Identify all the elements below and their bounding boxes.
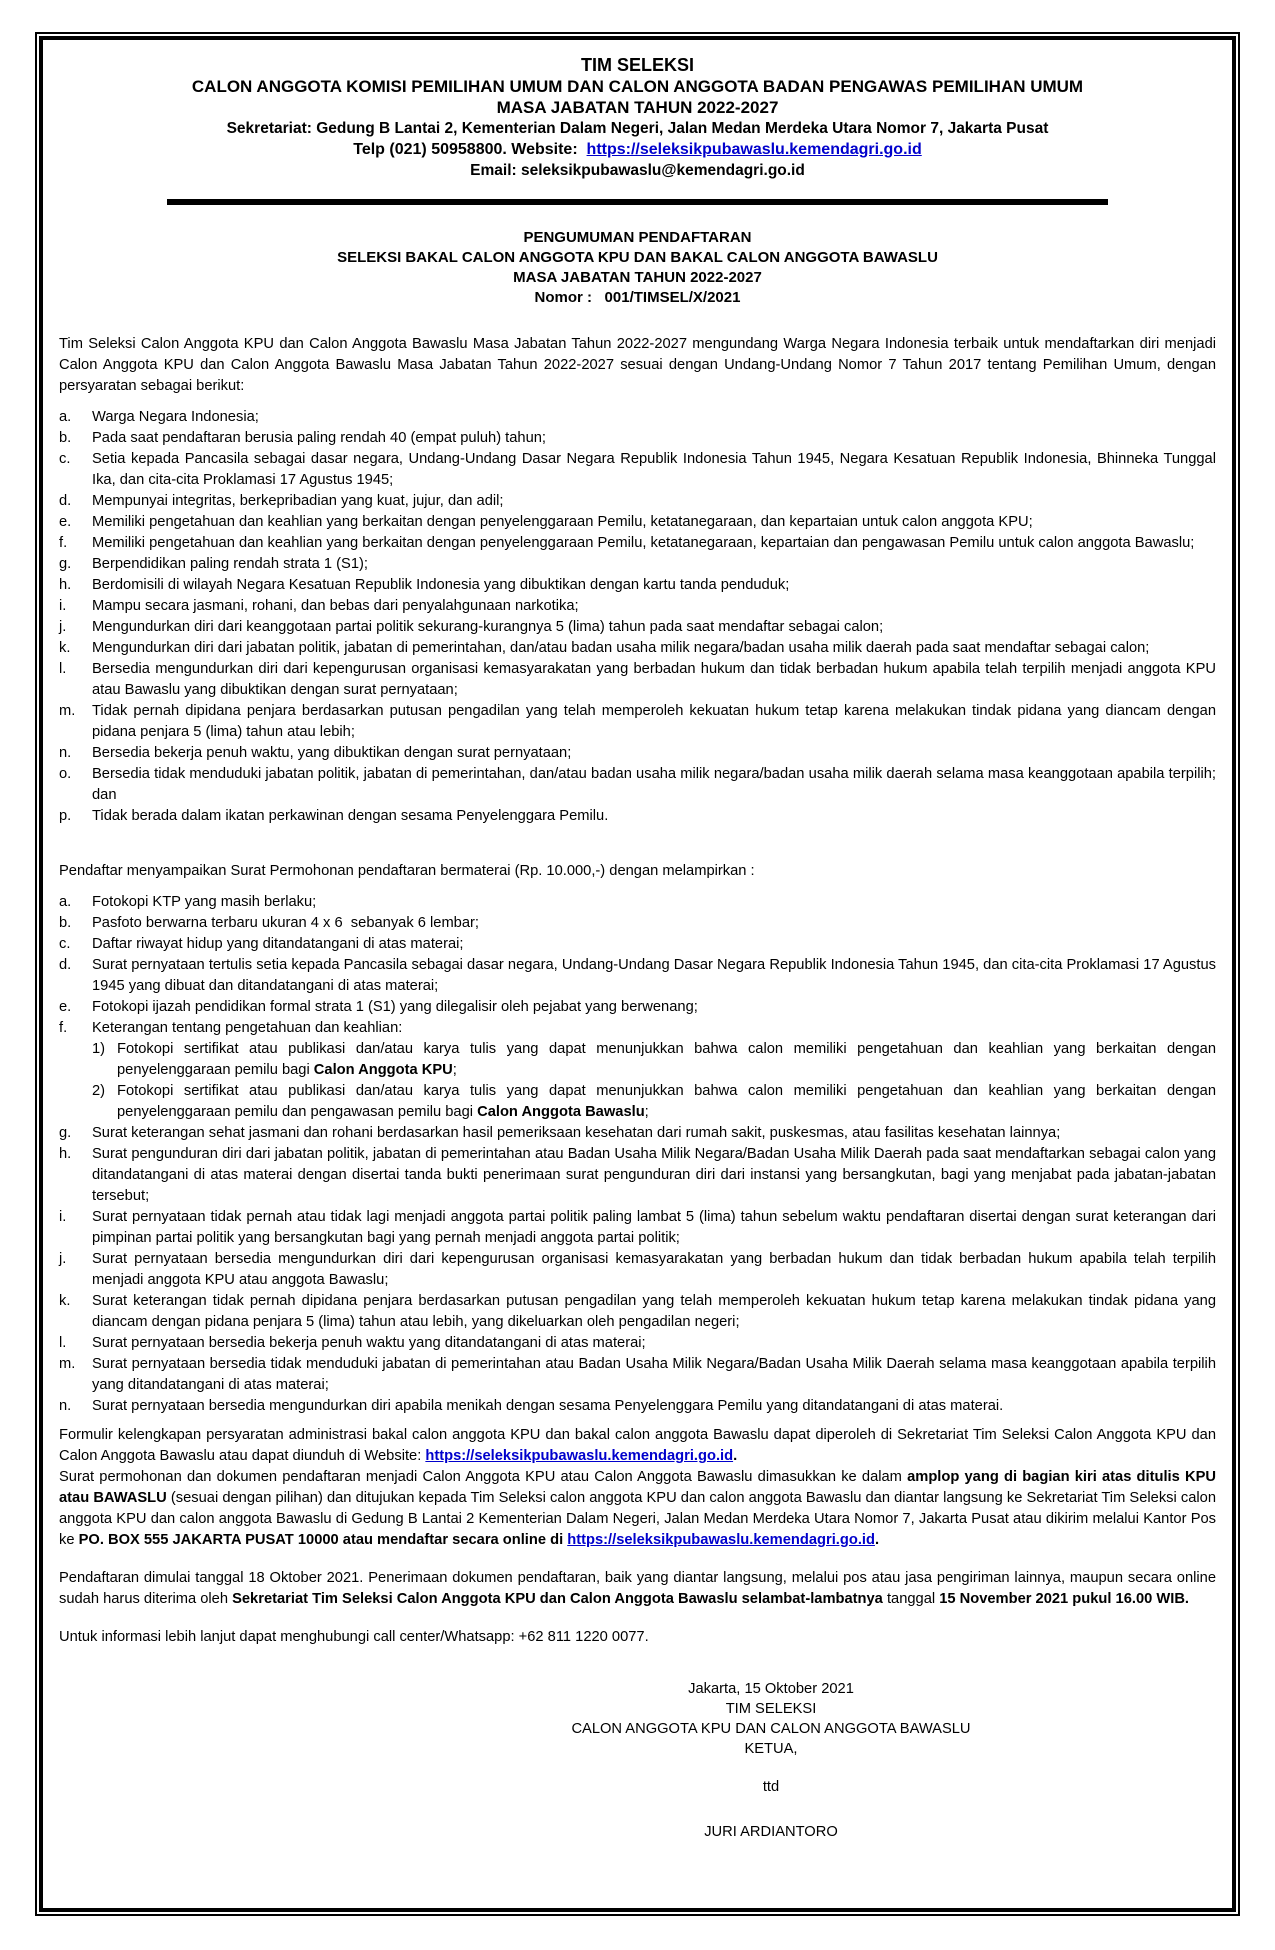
org-email: Email: seleksikpubawaslu@kemendagri.go.id	[470, 162, 805, 179]
closing-paragraph	[59, 1425, 1216, 1467]
sub-list-marker: 1)	[92, 1041, 106, 1057]
list-item	[59, 1291, 1216, 1333]
text-run: Fotokopi KTP yang masih berlaku;	[92, 894, 317, 910]
text-run: Bersedia mengundurkan diri dari kepengurusan organisasi kemasyarakatan yang berbadan hukum dan tidak berbadan hukum apabila telah terpilih menjadi anggota KPU atau Bawaslu yang dibuktikan dengan surat pernyataan;	[92, 661, 1216, 698]
text-run: Fotokopi ijazah pendidikan formal strata 1 (S1) yang dilegalisir oleh pejabat yang berwenang;	[92, 999, 698, 1015]
page-border-inner	[39, 36, 1236, 1912]
text-run: Surat pernyataan tertulis setia kepada Pancasila sebagai dasar negara, Undang-Undang Dasar Negara Republik Indonesia Tahun 1945, dan cita-cita Proklamasi 17 Agustus 1945 yang dibuat dan ditandatangani di atas materai;	[92, 957, 1216, 994]
list-item	[59, 913, 1216, 934]
list-item-text	[92, 659, 1216, 701]
list-item	[59, 533, 1216, 554]
org-subtitle: CALON ANGGOTA KOMISI PEMILIHAN UMUM DAN CALON ANGGOTA BADAN PENGAWAS PEMILIHAN UMUM	[191, 77, 1084, 96]
text-run: Surat permohonan dan dokumen pendaftaran menjadi Calon Anggota KPU atau Calon Anggota Bawaslu dimasukkan ke dalam	[59, 1469, 908, 1485]
list-item	[59, 934, 1216, 955]
org-term: MASA JABATAN TAHUN 2022-2027	[496, 98, 779, 117]
list-marker: n.	[59, 745, 72, 761]
text-run: Setia kepada Pancasila sebagai dasar negara, Undang-Undang Dasar Negara Republik Indonesia Tahun 1945, Negara Kesatuan Republik Indonesia, Bhinneka Tunggal Ika, dan cita-cita Proklamasi 17 Agustus 1945;	[92, 451, 1216, 488]
text-run: Calon Anggota KPU	[313, 1062, 453, 1078]
letterhead	[59, 54, 1216, 181]
website-link[interactable]: https://seleksikpubawaslu.kemendagri.go.id	[425, 1448, 734, 1464]
telp-label: Telp (021) 50958800. Website:	[353, 141, 587, 158]
list-item	[59, 955, 1216, 997]
list-marker: g.	[59, 1125, 72, 1141]
text-run: Bersedia bekerja penuh waktu, yang dibuktikan dengan surat pernyataan;	[92, 745, 572, 761]
text-run: Pada saat pendaftaran berusia paling rendah 40 (empat puluh) tahun;	[92, 430, 547, 446]
text-run: Surat pernyataan bersedia mengundurkan diri dari kepengurusan organisasi kemasyarakatan yang berbadan hukum dan tidak berbadan hukum apabila telah terpilih menjadi anggota KPU atau anggota Bawaslu;	[92, 1251, 1216, 1288]
requirements-list	[59, 407, 1216, 827]
list-item-text	[92, 1354, 1216, 1396]
list-item-text	[92, 892, 1216, 913]
list-marker: d.	[59, 493, 72, 509]
list-item-text	[92, 512, 1216, 533]
list-item-text	[92, 701, 1216, 743]
signature-block	[451, 1679, 1091, 1842]
list-item	[59, 428, 1216, 449]
list-marker: o.	[59, 766, 72, 782]
text-run: ;	[452, 1062, 457, 1078]
sub-list-item-text	[117, 1039, 1216, 1081]
list-item-text	[92, 1396, 1216, 1417]
text-run: .	[874, 1532, 880, 1548]
list-marker: n.	[59, 1398, 72, 1414]
announcement-title: PENGUMUMAN PENDAFTARAN	[523, 229, 752, 246]
list-item	[59, 1333, 1216, 1354]
list-marker: a.	[59, 409, 72, 425]
list-item-text	[92, 1144, 1216, 1207]
list-item-text	[92, 1123, 1216, 1144]
text-run: PO. BOX 555 JAKARTA PUSAT 10000 atau mendaftar secara online di	[78, 1532, 568, 1548]
list-item-text	[92, 997, 1216, 1018]
closing-paragraph	[59, 1467, 1216, 1551]
list-marker: m.	[59, 703, 76, 719]
text-run: Warga Negara Indonesia;	[92, 409, 259, 425]
list-marker: l.	[59, 1335, 67, 1351]
announcement-term: MASA JABATAN TAHUN 2022-2027	[513, 269, 762, 286]
list-item-text	[92, 638, 1216, 659]
text-run: Pendaftaran dimulai tanggal 18 Oktober 2021. Penerimaan dokumen pendaftaran, baik yang diantar langsung, melalui pos atau jasa pengiriman lainnya, maupun secara online sudah harus diterima oleh	[59, 1570, 1216, 1607]
text-run: Mengundurkan diri dari jabatan politik, jabatan di pemerintahan, dan/atau badan usaha milik negara/badan usaha milik daerah pada saat mendaftar sebagai calon;	[92, 640, 1150, 656]
list-marker: b.	[59, 430, 72, 446]
list-item	[59, 491, 1216, 512]
list-marker: e.	[59, 514, 72, 530]
org-contact	[59, 139, 1216, 160]
text-run: Bersedia tidak menduduki jabatan politik, jabatan di pemerintahan, dan/atau badan usaha milik negara/badan usaha milik daerah selama masa keanggotaan apabila terpilih; dan	[92, 766, 1216, 803]
list-item-text	[92, 575, 1216, 596]
list-marker: j.	[59, 619, 67, 635]
text-run: Mempunyai integritas, berkepribadian yang kuat, jujur, dan adil;	[92, 493, 504, 509]
list-item	[59, 659, 1216, 701]
header-divider	[167, 199, 1108, 205]
list-marker: c.	[59, 936, 71, 952]
list-item	[59, 512, 1216, 533]
list-marker: h.	[59, 577, 72, 593]
org-title: TIM SELEKSI	[580, 55, 694, 75]
list-item-text	[92, 1018, 1216, 1123]
text-run: Formulir kelengkapan persyaratan administrasi bakal calon anggota KPU dan bakal calon anggota Bawaslu dapat diperoleh di Sekretariat Tim Seleksi Calon Anggota KPU dan Calon Anggota Bawaslu atau dapat diunduh di Website:	[59, 1427, 1216, 1464]
list-item	[59, 407, 1216, 428]
text-run: tanggal	[882, 1591, 940, 1607]
list-item-text	[92, 913, 1216, 934]
text-run: Surat pernyataan bersedia bekerja penuh waktu yang ditandatangani di atas materai;	[92, 1335, 646, 1351]
list-item-text	[92, 806, 1216, 827]
page-border-outer	[35, 32, 1240, 1916]
sub-list-item-text	[117, 1081, 1216, 1123]
list-item	[59, 638, 1216, 659]
text-run: Surat pernyataan bersedia tidak menduduki jabatan di pemerintahan atau Badan Usaha Milik Negara/Badan Usaha Milik Daerah selama masa keanggotaan apabila terpilih yang ditandatangani di atas materai;	[92, 1356, 1216, 1393]
text-run: Memiliki pengetahuan dan keahlian yang berkaitan dengan penyelenggaraan Pemilu, ketatanegaraan, dan kepartaian untuk calon anggota KPU;	[92, 514, 1033, 530]
text-run: Pasfoto berwarna terbaru ukuran 4 x 6 sebanyak 6 lembar;	[92, 915, 479, 931]
list-item-text	[92, 407, 1216, 428]
list-item-text	[92, 596, 1216, 617]
text-run: Berpendidikan paling rendah strata 1 (S1);	[92, 556, 368, 572]
text-run: Surat pernyataan bersedia mengundurkan diri apabila menikah dengan sesama Penyelenggara Pemilu yang ditandatangani di atas materai.	[92, 1398, 1004, 1414]
signature-ttd: ttd	[762, 1779, 780, 1795]
text-run: 15 November 2021 pukul 16.00 WIB.	[939, 1591, 1190, 1607]
list-item-text	[92, 428, 1216, 449]
list-marker: h.	[59, 1146, 72, 1162]
list-item	[59, 743, 1216, 764]
list-item	[59, 596, 1216, 617]
text-run: (sesuai dengan pilihan) dan ditujukan kepada Tim Seleksi calon anggota KPU dan calon anggota Bawaslu dan diantar langsung ke Sekretariat Tim Seleksi calon anggota KPU dan calon anggota Bawaslu di Gedung B Lantai 2 Kementerian Dalam Negeri, Jalan Medan Merdeka Utara Nomor 7, Jakarta Pusat atau dikirim melalui Kantor Pos ke	[59, 1490, 1217, 1548]
text-run: Surat pernyataan tidak pernah atau tidak lagi menjadi anggota partai politik paling lambat 5 (lima) tahun sebelum waktu pendaftaran disertai dengan surat keterangan dari pimpinan partai politik yang bersangkutan bagi yang pernah menjadi anggota partai politik;	[92, 1209, 1216, 1246]
text-run: Surat keterangan tidak pernah dipidana penjara berdasarkan putusan pengadilan yang telah memperoleh kekuatan hukum tetap karena melakukan tindak pidana yang diancam dengan pidana penjara 5 (lima) tahun atau lebih, yang dikeluarkan oleh pengadilan negeri;	[92, 1293, 1216, 1330]
text-run: Berdomisili di wilayah Negara Kesatuan Republik Indonesia yang dibuktikan dengan kartu tanda penduduk;	[92, 577, 790, 593]
website-link[interactable]: https://seleksikpubawaslu.kemendagri.go.id	[586, 141, 922, 158]
announcement-subtitle: SELEKSI BAKAL CALON ANGGOTA KPU DAN BAKAL CALON ANGGOTA BAWASLU	[337, 249, 938, 266]
list-marker: i.	[59, 1209, 67, 1225]
list-marker: k.	[59, 1293, 71, 1309]
list-item-text	[92, 554, 1216, 575]
list-item-text	[92, 1249, 1216, 1291]
list-marker: l.	[59, 661, 67, 677]
intro-paragraph: Tim Seleksi Calon Anggota KPU dan Calon Anggota Bawaslu Masa Jabatan Tahun 2022-2027 mengundang Warga Negara Indonesia terbaik untuk mendaftarkan diri menjadi Calon Anggota KPU dan Calon Anggota Bawaslu Masa Jabatan Tahun 2022-2027 sesuai dengan Undang-Undang Nomor 7 Tahun 2017 tentang Pemilihan Umum, dengan persyaratan sebagai berikut:	[59, 336, 1216, 394]
list-item-text	[92, 934, 1216, 955]
list-item-text	[92, 955, 1216, 997]
list-item	[59, 575, 1216, 596]
list-marker: b.	[59, 915, 72, 931]
list-item	[59, 806, 1216, 827]
document-content	[43, 40, 1232, 1908]
list-marker: j.	[59, 1251, 67, 1267]
list-item-text	[92, 1207, 1216, 1249]
signature-name: JURI ARDIANTORO	[704, 1824, 838, 1840]
list-marker: k.	[59, 640, 71, 656]
list-item-text	[92, 491, 1216, 512]
attachments-list	[59, 892, 1216, 1417]
text-run: Calon Anggota Bawaslu	[477, 1104, 645, 1120]
list-item-text	[92, 1333, 1216, 1354]
list-item-text	[92, 617, 1216, 638]
list-marker: i.	[59, 598, 67, 614]
attachments-intro: Pendaftar menyampaikan Surat Permohonan pendaftaran bermaterai (Rp. 10.000,-) dengan melampirkan :	[59, 863, 755, 879]
text-run: Surat pengunduran diri dari jabatan politik, jabatan di pemerintahan atau Badan Usaha Milik Negara/Badan Usaha Milik Daerah pada saat mendaftarkan sebagai calon yang ditandatangani di atas materai dengan disertai tanda bukti penerimaan surat pengunduran diri dari instansi yang bersangkutan, bagi yang menjabat pada jabatan-jabatan tersebut;	[92, 1146, 1216, 1204]
text-run: Fotokopi sertifikat atau publikasi dan/atau karya tulis yang dapat menunjukkan bahwa calon memiliki pengetahuan dan keahlian yang berkaitan dengan penyelenggaraan pemilu dan pengawasan pemilu bagi	[117, 1083, 1216, 1120]
closing-paragraph	[59, 1568, 1216, 1610]
list-item	[59, 1396, 1216, 1417]
text-run: Surat keterangan sehat jasmani dan rohani berdasarkan hasil pemeriksaan kesehatan dari rumah sakit, puskesmas, atau fasilitas kesehatan lainnya;	[92, 1125, 1061, 1141]
list-item	[59, 554, 1216, 575]
list-item	[59, 1144, 1216, 1207]
list-item	[59, 892, 1216, 913]
signature-role: KETUA,	[744, 1741, 798, 1757]
list-item-text	[92, 743, 1216, 764]
list-marker: p.	[59, 808, 72, 824]
text-run: ;	[644, 1104, 649, 1120]
list-item-text	[92, 764, 1216, 806]
org-address: Sekretariat: Gedung B Lantai 2, Kementerian Dalam Negeri, Jalan Medan Merdeka Utara Nomor 7, Jakarta Pusat	[226, 120, 1049, 137]
text-run: Keterangan tentang pengetahuan dan keahlian:	[92, 1020, 403, 1036]
text-run: Memiliki pengetahuan dan keahlian yang berkaitan dengan penyelenggaraan Pemilu, ketatanegaraan, kepartaian dan pengawasan Pemilu untuk calon anggota Bawaslu;	[92, 535, 1195, 551]
signature-org: TIM SELEKSI	[725, 1701, 817, 1717]
announcement-heading	[59, 228, 1216, 308]
list-item-text	[92, 533, 1216, 554]
list-marker: f.	[59, 535, 68, 551]
list-item	[59, 617, 1216, 638]
list-item	[59, 1207, 1216, 1249]
sub-list-marker: 2)	[92, 1083, 106, 1099]
signature-place-date: Jakarta, 15 Oktober 2021	[688, 1681, 854, 1697]
text-run: .	[733, 1448, 738, 1464]
list-item	[59, 1249, 1216, 1291]
text-run: amplop yang di bagian kiri atas ditulis KPU atau BAWASLU	[59, 1469, 1216, 1506]
text-run: Daftar riwayat hidup yang ditandatangani di atas materai;	[92, 936, 464, 952]
list-marker: a.	[59, 894, 72, 910]
sub-list-item	[92, 1081, 1216, 1123]
list-marker: c.	[59, 451, 71, 467]
list-marker: m.	[59, 1356, 76, 1372]
list-marker: g.	[59, 556, 72, 572]
signature-org-full: CALON ANGGOTA KPU DAN CALON ANGGOTA BAWASLU	[571, 1721, 971, 1737]
text-run: Tidak pernah dipidana penjara berdasarkan putusan pengadilan yang telah memperoleh kekuatan hukum tetap karena melakukan tindak pidana yang diancam dengan pidana penjara 5 (lima) tahun atau lebih;	[92, 703, 1216, 740]
list-marker: e.	[59, 999, 72, 1015]
list-item	[59, 764, 1216, 806]
text-run: Tidak berada dalam ikatan perkawinan dengan sesama Penyelenggara Pemilu.	[92, 808, 609, 824]
list-item	[59, 997, 1216, 1018]
announcement-number: Nomor : 001/TIMSEL/X/2021	[534, 289, 741, 306]
list-item	[59, 449, 1216, 491]
list-item-text	[92, 449, 1216, 491]
text-run: Fotokopi sertifikat atau publikasi dan/atau karya tulis yang dapat menunjukkan bahwa calon memiliki pengetahuan dan keahlian yang berkaitan dengan penyelenggaraan pemilu bagi	[117, 1041, 1216, 1078]
list-item	[59, 701, 1216, 743]
list-item	[59, 1018, 1216, 1123]
text-run: Sekretariat Tim Seleksi Calon Anggota KPU dan Calon Anggota Bawaslu selambat-lambatnya	[232, 1591, 883, 1607]
text-run: Mampu secara jasmani, rohani, dan bebas dari penyalahgunaan narkotika;	[92, 598, 579, 614]
list-item	[59, 1354, 1216, 1396]
website-link[interactable]: https://seleksikpubawaslu.kemendagri.go.id	[567, 1532, 875, 1548]
list-marker: f.	[59, 1020, 68, 1036]
closing-paragraphs	[59, 1425, 1216, 1648]
closing-paragraph	[59, 1627, 1216, 1648]
list-item	[59, 1123, 1216, 1144]
list-item-text	[92, 1291, 1216, 1333]
sub-list-item	[92, 1039, 1216, 1081]
list-marker: d.	[59, 957, 72, 973]
text-run: Untuk informasi lebih lanjut dapat menghubungi call center/Whatsapp: +62 811 1220 0077.	[59, 1629, 649, 1645]
text-run: Mengundurkan diri dari keanggotaan partai politik sekurang-kurangnya 5 (lima) tahun pada saat mendaftar sebagai calon;	[92, 619, 884, 635]
